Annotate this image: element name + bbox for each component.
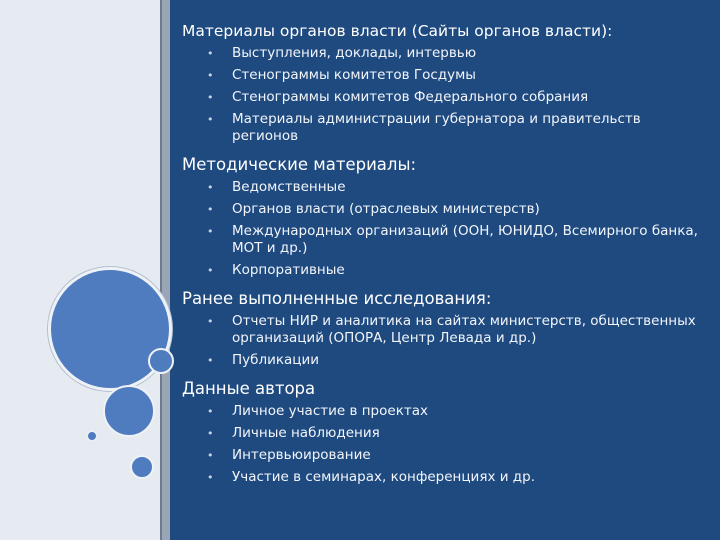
section-government-materials — [182, 20, 702, 145]
list-item: • Международных организаций (ООН, ЮНИДО, Всемирного банка, МОТ и др.) — [232, 223, 702, 257]
slide-content — [182, 20, 702, 495]
section-heading: Методические материалы: — [182, 155, 417, 174]
list-item: • Личное участие в проектах — [232, 403, 702, 420]
list-item: • Корпоративные — [232, 262, 702, 279]
bullet-list — [182, 313, 702, 369]
list-item: • Участие в семинарах, конференциях и др. — [232, 469, 702, 486]
list-item: • Публикации — [232, 352, 702, 369]
bullet-list — [182, 45, 702, 145]
decor-circle-medium — [103, 385, 155, 437]
list-item: • Стенограммы комитетов Госдумы — [232, 67, 702, 84]
section-heading: Ранее выполненные исследования: — [182, 289, 492, 308]
section-heading: Материалы органов власти (Сайты органов власти): — [182, 22, 613, 40]
decor-stripe-edge — [160, 0, 162, 540]
bullet-list — [182, 179, 702, 279]
section-author-data — [182, 378, 702, 486]
bullet-list — [182, 403, 702, 486]
list-item: • Стенограммы комитетов Федерального собрания — [232, 89, 702, 106]
decor-circle-small-2 — [130, 455, 154, 479]
list-item: • Отчеты НИР и аналитика на сайтах министерств, общественных организаций (ОПОРА, Центр Левада и др.) — [232, 313, 702, 347]
section-heading: Данные автора — [182, 379, 316, 398]
decor-circle-tiny — [87, 431, 97, 441]
decor-circle-large — [48, 267, 172, 391]
decor-circle-small — [148, 348, 174, 374]
list-item: • Материалы администрации губернатора и правительств регионов — [232, 111, 702, 145]
list-item: • Ведомственные — [232, 179, 702, 196]
list-item: • Органов власти (отраслевых министерств) — [232, 201, 702, 218]
list-item: • Личные наблюдения — [232, 425, 702, 442]
list-item: • Интервьюирование — [232, 447, 702, 464]
section-previous-research — [182, 288, 702, 369]
section-methodical-materials — [182, 154, 702, 279]
list-item: • Выступления, доклады, интервью — [232, 45, 702, 62]
